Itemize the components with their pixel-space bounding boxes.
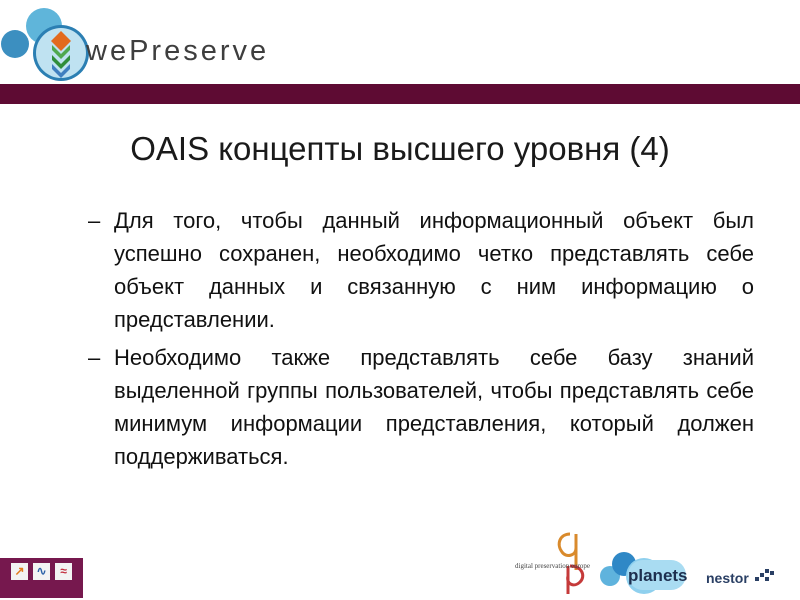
bullet-text: Для того, чтобы данный информационный объект был успешно сохранен, необходимо четко представлять себе объект данных и связанную с ним информацию о представлении. <box>114 208 754 332</box>
brand-name: wePreserve <box>86 35 270 67</box>
bullet-item <box>88 341 754 473</box>
bullet-list <box>88 204 754 478</box>
header <box>0 0 800 104</box>
partner-logo-left <box>0 558 83 598</box>
planets-label: planets <box>628 566 688 585</box>
nestor-dots-icon <box>755 569 775 583</box>
nestor-label: nestor <box>706 570 749 586</box>
chart-icon: ∿ <box>33 563 50 580</box>
slide-title: OAIS концепты высшего уровня (4) <box>130 130 670 167</box>
bullet-marker: – <box>88 208 101 233</box>
bullet-marker: – <box>88 345 101 370</box>
dpe-label: digital preservation europe <box>515 562 591 570</box>
header-band <box>0 84 800 104</box>
wave-icon: ≈ <box>55 563 72 580</box>
bullet-item <box>88 204 754 336</box>
arrow-icon: ↗ <box>11 563 28 580</box>
bullet-text: Необходимо также представлять себе базу знаний выделенной группы пользователей, чтобы представлять себе минимум информации представления, который должен поддерживаться. <box>114 345 754 469</box>
